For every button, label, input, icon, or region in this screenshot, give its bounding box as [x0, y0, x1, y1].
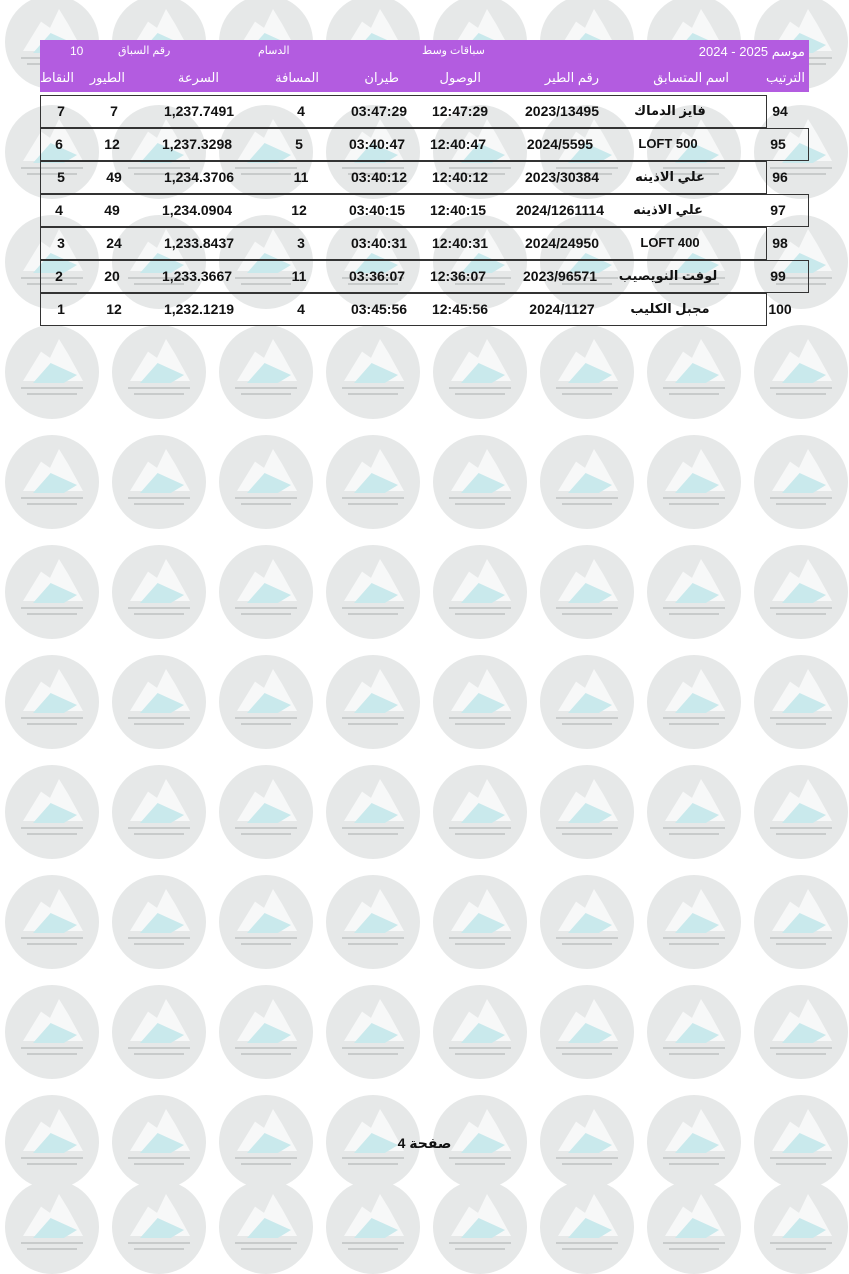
table-row	[40, 128, 809, 161]
cell-rank: 99	[770, 268, 786, 284]
cell-ring: 2024/1127	[529, 301, 595, 317]
col-distance: المسافة	[275, 70, 319, 85]
cell-distance: 3	[297, 235, 305, 251]
watermark-logo	[754, 325, 848, 419]
page-number: صفحة 4	[397, 1135, 452, 1151]
watermark-logo	[647, 875, 741, 969]
watermark-logo	[754, 985, 848, 1079]
col-name: اسم المتسابق	[653, 70, 729, 85]
cell-birds: 20	[104, 268, 120, 284]
cell-birds: 7	[110, 103, 118, 119]
cell-rank: 97	[770, 202, 786, 218]
cell-distance: 12	[291, 202, 307, 218]
watermark-logo	[754, 765, 848, 859]
cell-flight: 03:36:07	[348, 268, 406, 284]
watermark-logo	[647, 985, 741, 1079]
results-header	[40, 40, 809, 92]
race-number-value: 10	[70, 44, 84, 58]
watermark-logo	[326, 875, 420, 969]
cell-points: 5	[57, 169, 65, 185]
watermark-logo	[112, 1180, 206, 1274]
watermark-logo	[112, 655, 206, 749]
cell-ring: 2024/5595	[526, 136, 594, 152]
cell-flight: 03:40:15	[348, 202, 406, 218]
watermark-logo	[540, 655, 634, 749]
cell-birds: 12	[104, 136, 120, 152]
cell-ring: 2024/24950	[525, 235, 599, 251]
cell-name: لوفت النويصيب	[618, 268, 718, 283]
table-row	[40, 293, 792, 326]
watermark-logo	[433, 1180, 527, 1274]
results-table	[40, 95, 809, 326]
cell-rank: 94	[772, 103, 788, 119]
watermark-logo	[433, 875, 527, 969]
watermark-logo	[5, 435, 99, 529]
cell-flight: 03:47:29	[350, 103, 408, 119]
watermark-logo	[5, 1180, 99, 1274]
watermark-logo	[112, 985, 206, 1079]
cell-distance: 4	[297, 103, 305, 119]
cell-name: فايز الدماك	[634, 103, 706, 118]
watermark-logo	[5, 655, 99, 749]
cell-flight: 03:40:47	[348, 136, 406, 152]
cell-birds: 49	[104, 202, 120, 218]
cell-points: 4	[55, 202, 63, 218]
cell-flight: 03:40:12	[350, 169, 408, 185]
cell-name: مجبل الكليب	[630, 301, 710, 316]
col-ring: رقم الطير	[544, 70, 599, 85]
cell-rank: 95	[770, 136, 786, 152]
cell-name: LOFT 400	[640, 235, 700, 250]
cell-name: علي الاذينه	[635, 169, 705, 184]
cell-speed: 1,233.8437	[163, 235, 235, 251]
cell-ring: 2023/30384	[525, 169, 599, 185]
cell-arrival: 12:36:07	[429, 268, 487, 284]
cell-speed: 1,237.3298	[161, 136, 233, 152]
watermark-logo	[219, 655, 313, 749]
watermark-logo	[647, 325, 741, 419]
season-label: موسم 2025 - 2024	[698, 44, 805, 59]
watermark-logo	[219, 545, 313, 639]
cell-name: علي الاذينه	[633, 202, 703, 217]
cell-birds: 12	[106, 301, 122, 317]
watermark-logo	[326, 765, 420, 859]
cell-points: 2	[55, 268, 63, 284]
cell-speed: 1,232.1219	[163, 301, 235, 317]
watermark-logo	[326, 545, 420, 639]
cell-points: 7	[57, 103, 65, 119]
watermark-logo	[219, 765, 313, 859]
cell-speed: 1,234.3706	[163, 169, 235, 185]
watermark-logo	[112, 545, 206, 639]
cell-ring: 2023/13495	[525, 103, 599, 119]
cell-arrival: 12:40:15	[429, 202, 487, 218]
cell-speed: 1,234.0904	[161, 202, 233, 218]
watermark-logo	[112, 435, 206, 529]
cell-arrival: 12:40:12	[431, 169, 489, 185]
cell-distance: 5	[295, 136, 303, 152]
watermark-logo	[219, 1180, 313, 1274]
cell-points: 6	[55, 136, 63, 152]
col-flight: طيران	[364, 70, 399, 85]
watermark-logo	[326, 1180, 420, 1274]
watermark-logo	[754, 655, 848, 749]
cell-birds: 49	[106, 169, 122, 185]
col-arrival: الوصول	[439, 70, 481, 85]
cell-distance: 11	[291, 268, 307, 284]
cell-arrival: 12:40:47	[429, 136, 487, 152]
cell-speed: 1,237.7491	[163, 103, 235, 119]
cell-arrival: 12:45:56	[431, 301, 489, 317]
watermark-logo	[326, 325, 420, 419]
watermark-logo	[647, 1180, 741, 1274]
watermark-logo	[540, 875, 634, 969]
cell-flight: 03:40:31	[350, 235, 408, 251]
watermark-logo	[433, 985, 527, 1079]
cell-rank: 100	[768, 301, 792, 317]
cell-speed: 1,233.3667	[161, 268, 233, 284]
table-row	[40, 260, 809, 293]
watermark-logo	[5, 325, 99, 419]
col-points: النقاط	[39, 70, 74, 85]
watermark-logo	[433, 435, 527, 529]
cell-arrival: 12:47:29	[431, 103, 489, 119]
watermark-logo	[326, 655, 420, 749]
cell-points: 3	[57, 235, 65, 251]
watermark-logo	[754, 435, 848, 529]
cell-name: LOFT 500	[638, 136, 698, 151]
watermark-logo	[112, 875, 206, 969]
watermark-logo	[112, 325, 206, 419]
watermark-logo	[540, 545, 634, 639]
watermark-logo	[540, 1180, 634, 1274]
watermark-logo	[5, 765, 99, 859]
watermark-logo	[5, 875, 99, 969]
watermark-logo	[754, 1180, 848, 1274]
watermark-logo	[433, 325, 527, 419]
watermark-logo	[433, 655, 527, 749]
watermark-logo	[219, 325, 313, 419]
cell-ring: 2024/1261114	[516, 202, 604, 218]
col-speed: السرعة	[177, 70, 219, 85]
cell-birds: 24	[106, 235, 122, 251]
watermark-logo	[540, 985, 634, 1079]
watermark-logo	[326, 435, 420, 529]
watermark-logo	[433, 765, 527, 859]
watermark-logo	[647, 655, 741, 749]
watermark-logo	[433, 545, 527, 639]
watermark-logo	[219, 985, 313, 1079]
place-label: الدسام	[258, 45, 290, 57]
cell-ring: 2023/96571	[523, 268, 597, 284]
table-row	[40, 227, 788, 260]
table-row	[40, 95, 788, 128]
watermark-logo	[5, 985, 99, 1079]
watermark-logo	[540, 765, 634, 859]
watermark-logo	[112, 765, 206, 859]
cell-distance: 4	[297, 301, 305, 317]
col-birds: الطيور	[89, 70, 125, 85]
cell-arrival: 12:40:31	[431, 235, 489, 251]
watermark-logo	[219, 435, 313, 529]
watermark-logo	[219, 875, 313, 969]
cell-flight: 03:45:56	[350, 301, 408, 317]
race-type-label: سباقات وسط	[422, 45, 485, 57]
cell-distance: 11	[293, 169, 309, 185]
cell-rank: 96	[772, 169, 788, 185]
col-rank: الترتيب	[766, 70, 805, 85]
race-number-label: رقم السباق	[118, 45, 171, 57]
cell-rank: 98	[772, 235, 788, 251]
watermark-logo	[540, 435, 634, 529]
watermark-logo	[647, 545, 741, 639]
watermark-logo	[540, 325, 634, 419]
table-row	[40, 194, 809, 227]
cell-points: 1	[57, 301, 65, 317]
watermark-logo	[326, 985, 420, 1079]
watermark-logo	[647, 765, 741, 859]
watermark-logo	[754, 875, 848, 969]
table-row	[40, 161, 788, 194]
watermark-logo	[647, 435, 741, 529]
watermark-logo	[5, 545, 99, 639]
watermark-logo	[754, 545, 848, 639]
